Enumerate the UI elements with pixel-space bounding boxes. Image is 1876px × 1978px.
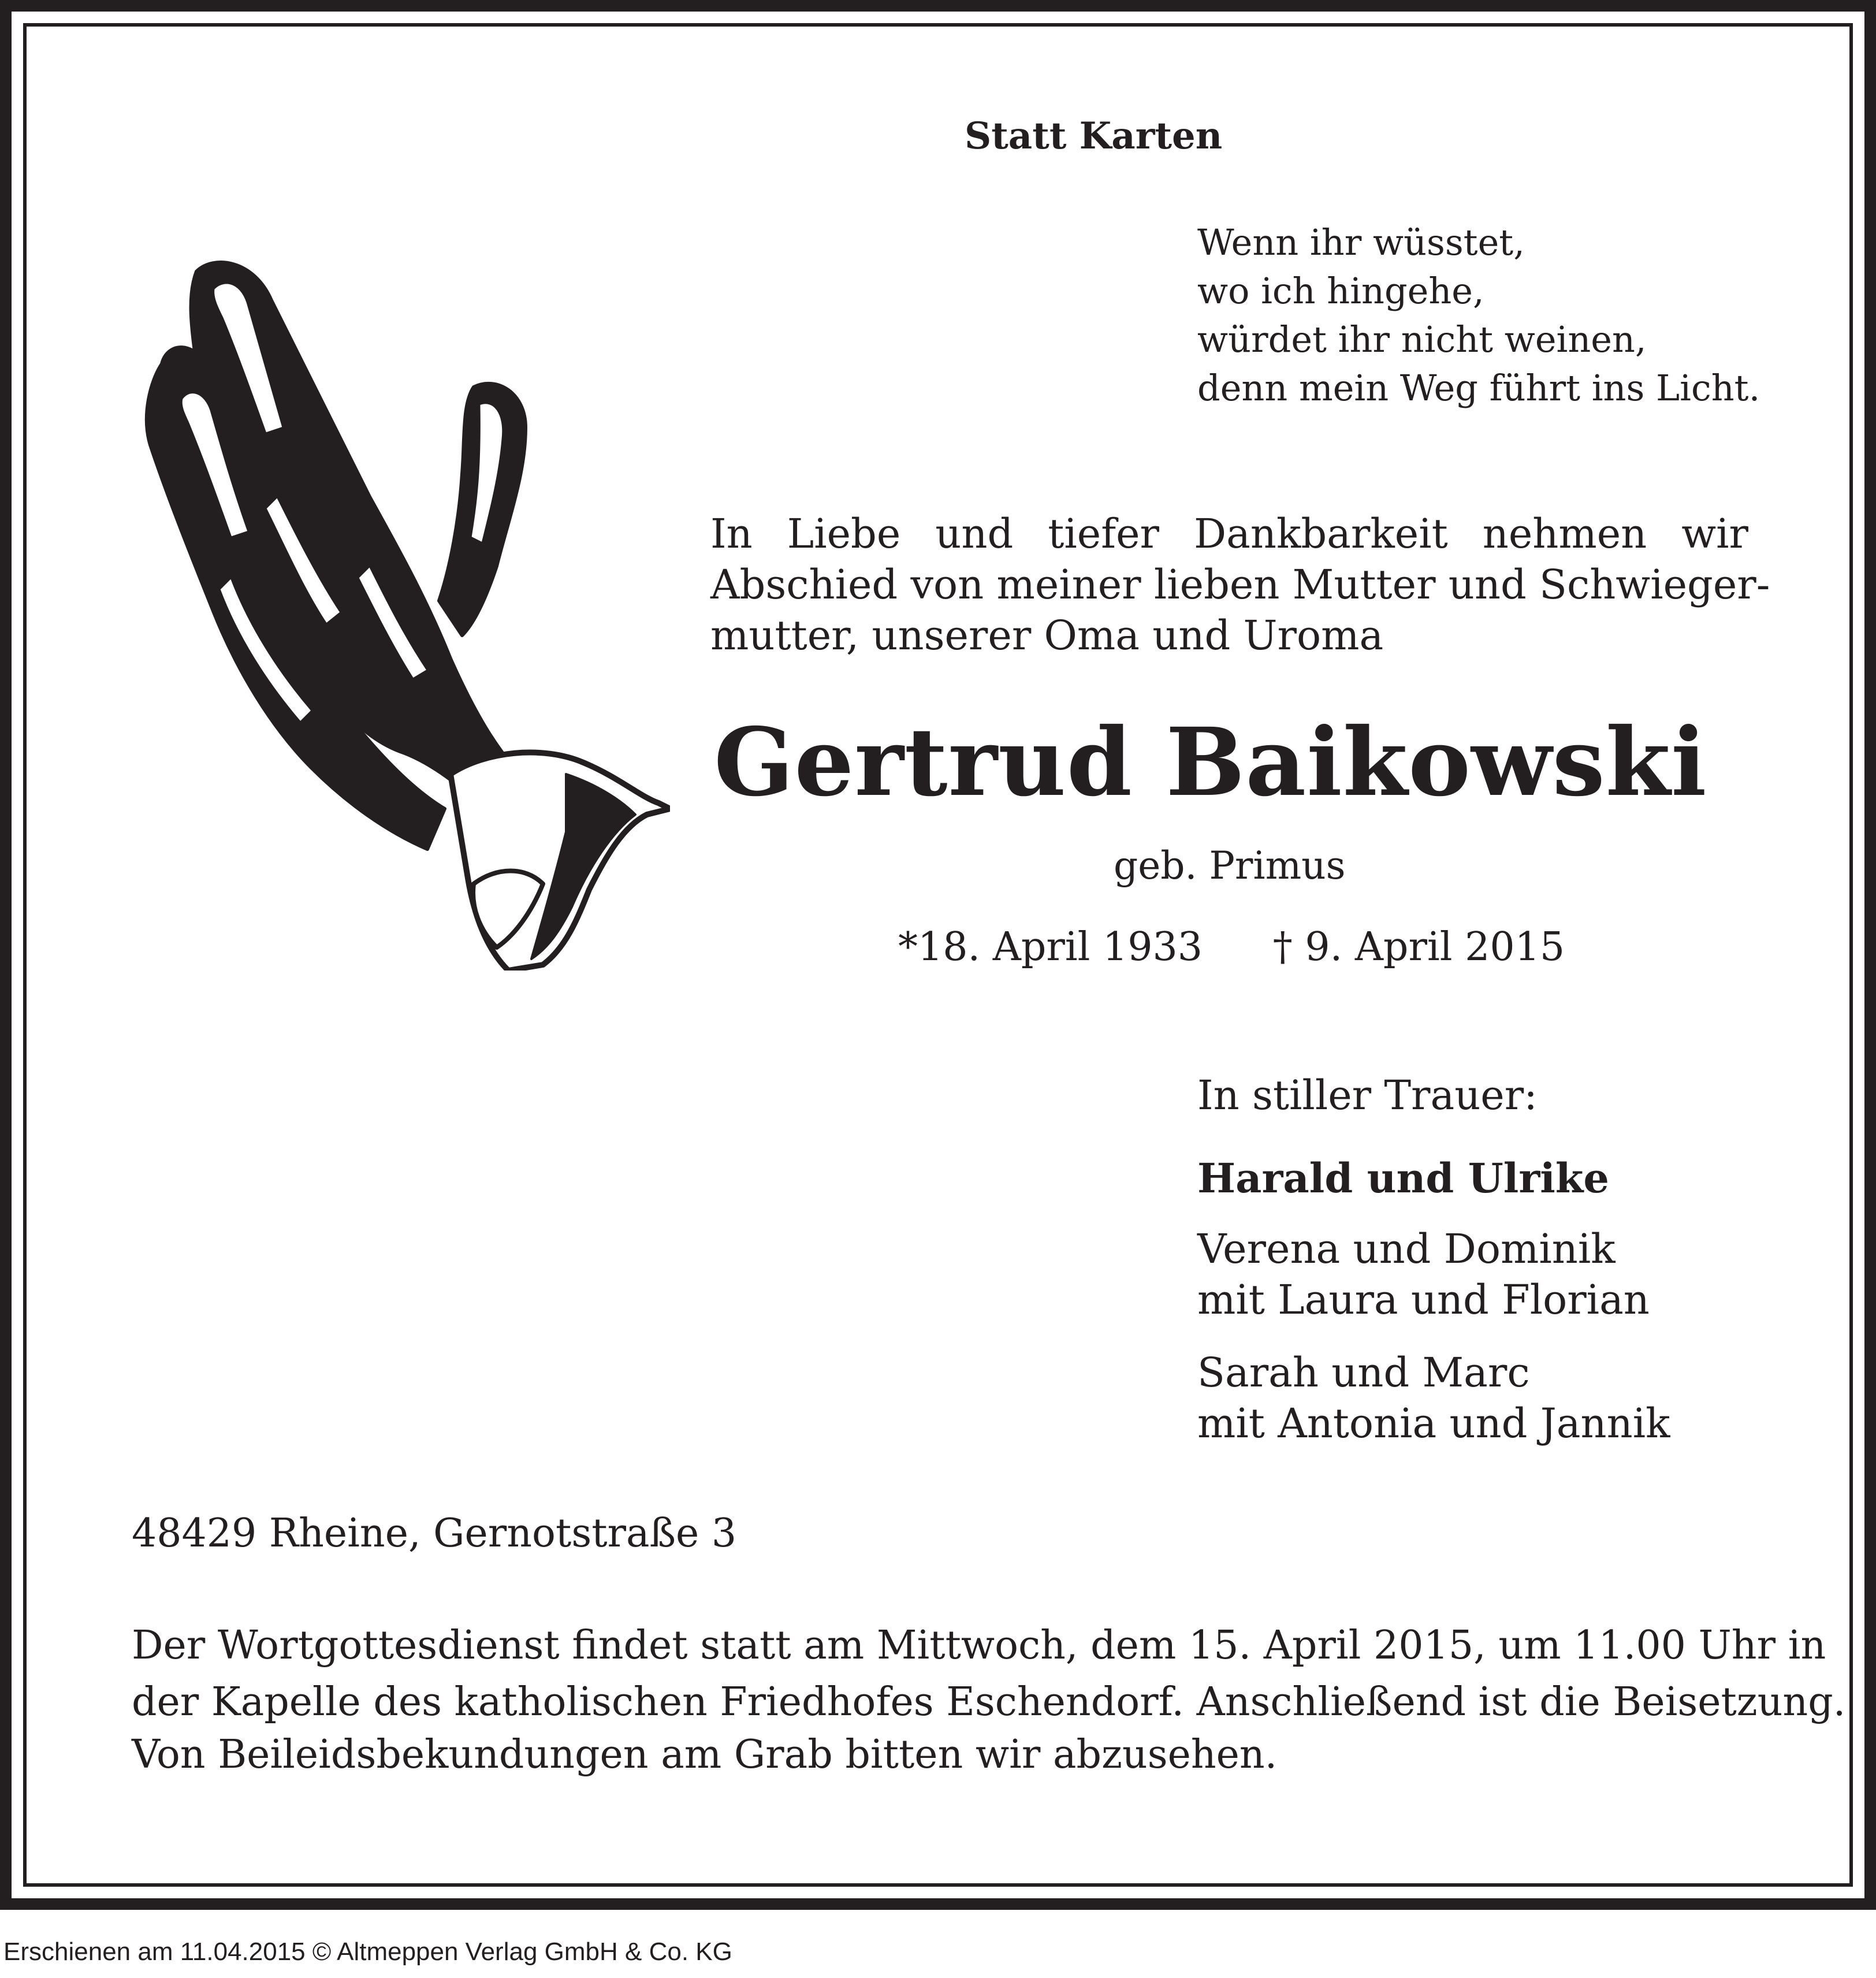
intro-text bbox=[710, 508, 1770, 661]
mourners-heading: In stiller Trauer: bbox=[1197, 1072, 1538, 1119]
service-line: Der Wortgottesdienst findet statt am Mittwoch, dem 15. April 2015, um 11.00 Uhr in bbox=[132, 1623, 1826, 1668]
death-date: † 9. April 2015 bbox=[1272, 924, 1565, 970]
mourner-line: mit Laura und Florian bbox=[1197, 1276, 1650, 1323]
mourner-line: mit Antonia und Jannik bbox=[1197, 1400, 1670, 1447]
poem-line: würdet ihr nicht weinen, bbox=[1197, 318, 1647, 360]
notice-kicker: Statt Karten bbox=[965, 114, 1223, 158]
poem-line: Wenn ihr wüsstet, bbox=[1197, 221, 1525, 263]
condolence-note: Von Beileidsbekundungen am Grab bitten wir abzusehen. bbox=[132, 1732, 1278, 1778]
poem bbox=[1197, 218, 1760, 412]
intro-line: Abschied von meiner lieben Mutter und Schwieger- bbox=[710, 561, 1770, 608]
mourner-group bbox=[1197, 1224, 1650, 1325]
life-dates bbox=[898, 924, 1565, 970]
mourner-line: Sarah und Marc bbox=[1197, 1349, 1530, 1396]
service-info bbox=[132, 1618, 1846, 1731]
family-address: 48429 Rheine, Gernotstraße 3 bbox=[132, 1511, 737, 1556]
mourner-group: Harald und Ulrike bbox=[1197, 1154, 1609, 1202]
intro-line: In Liebe und tiefer Dankbarkeit nehmen wir bbox=[710, 510, 1748, 557]
maiden-name: geb. Primus bbox=[1114, 843, 1346, 888]
birth-date: *18. April 1933 bbox=[898, 924, 1203, 970]
mourner-line: Verena und Dominik bbox=[1197, 1225, 1616, 1273]
service-line: der Kapelle des katholischen Friedhofes Eschendorf. Anschließend ist die Beisetzung. bbox=[132, 1679, 1846, 1725]
poem-line: wo ich hingehe, bbox=[1197, 270, 1484, 312]
intro-line: mutter, unserer Oma und Uroma bbox=[710, 612, 1384, 659]
deceased-name: Gertrud Baikowski bbox=[714, 708, 1707, 817]
praying-hands-icon bbox=[127, 254, 670, 971]
poem-line: denn mein Weg führt ins Licht. bbox=[1197, 367, 1760, 409]
mourner-group bbox=[1197, 1347, 1670, 1449]
publication-credit: Erschienen am 11.04.2015 © Altmeppen Verlag GmbH & Co. KG bbox=[3, 1938, 732, 1966]
